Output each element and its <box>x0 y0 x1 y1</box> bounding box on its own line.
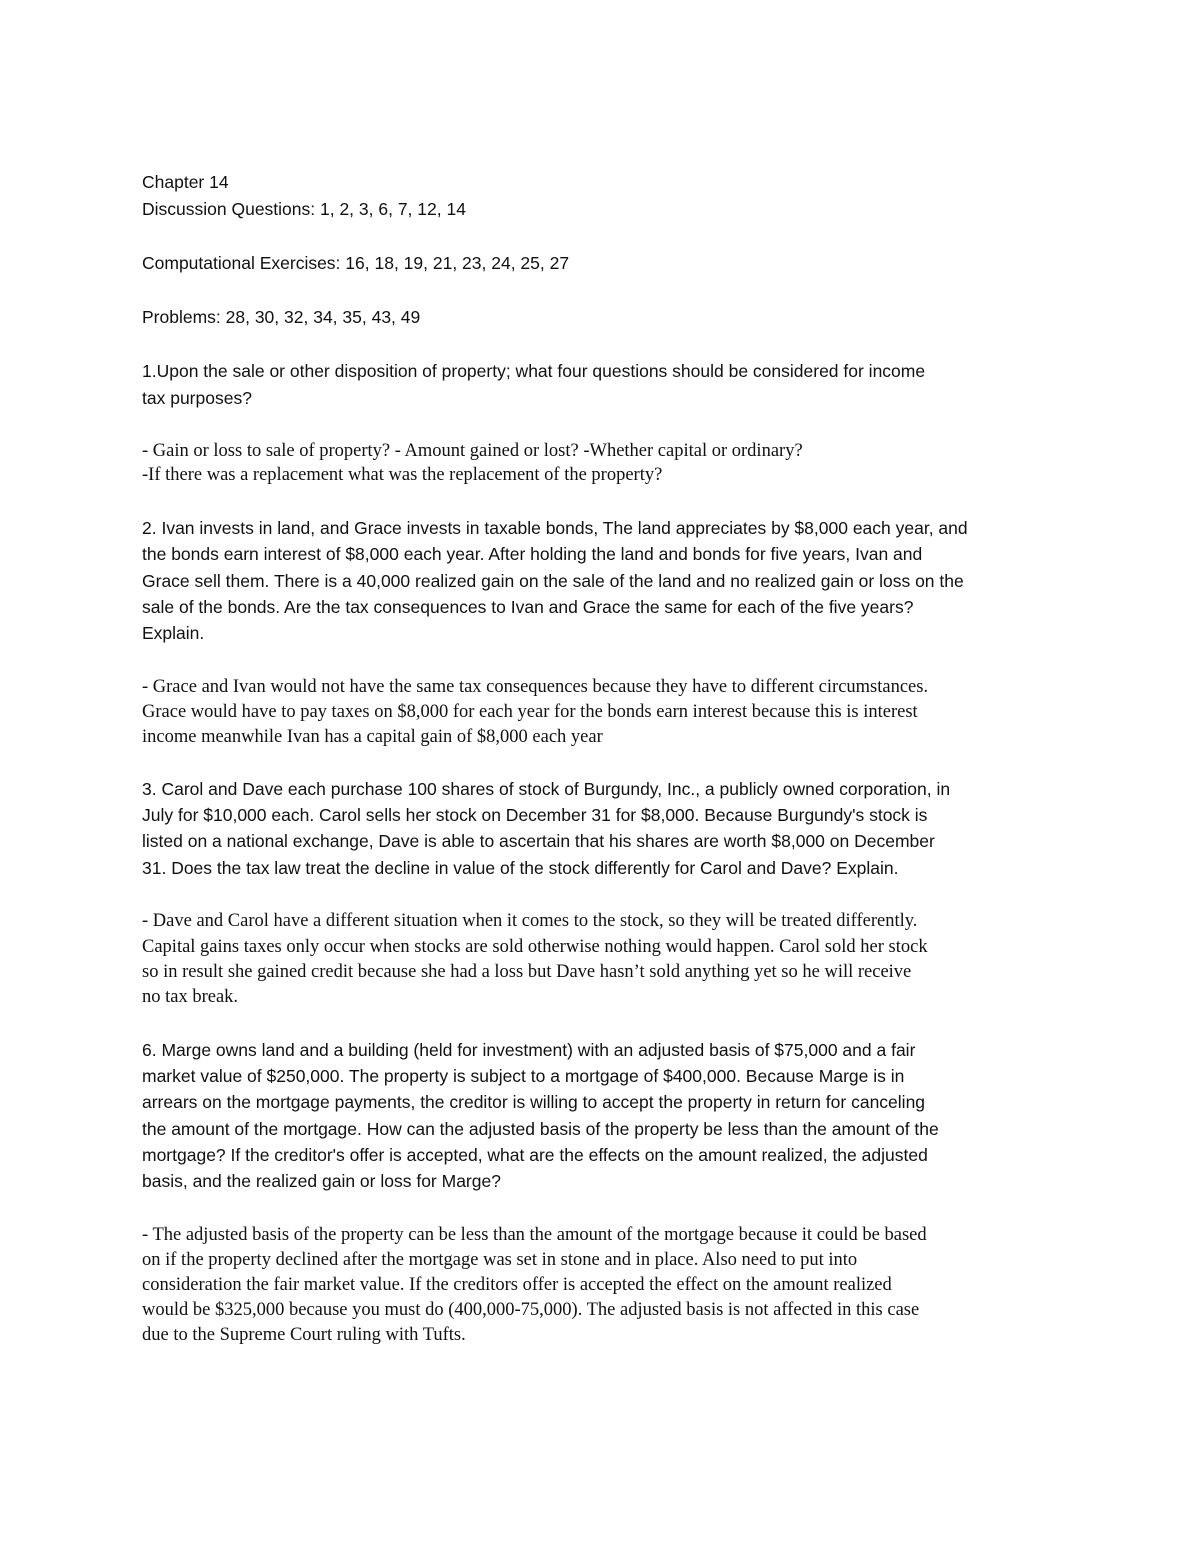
answer-6-line: consideration the fair market value. If the creditors offer is accepted the effect on the amount realized <box>142 1275 892 1295</box>
answer-2-line: income meanwhile Ivan has a capital gain of $8,000 each year <box>142 727 603 747</box>
question-3-line: 3. Carol and Dave each purchase 100 shares of stock of Burgundy, Inc., a publicly owned corporation, in <box>142 779 951 799</box>
answer-2-line: - Grace and Ivan would not have the same tax consequences because they have to different circumstances. <box>142 677 929 697</box>
question-6-line: the amount of the mortgage. How can the adjusted basis of the property be less than the amount of the <box>142 1119 939 1139</box>
question-6-line: arrears on the mortgage payments, the creditor is willing to accept the property in return for canceling <box>142 1092 926 1112</box>
question-6-line: mortgage? If the creditor's offer is accepted, what are the effects on the amount realized, the adjusted <box>142 1145 928 1165</box>
question-1-line: tax purposes? <box>142 388 252 408</box>
answer-3-line: no tax break. <box>142 987 239 1007</box>
answer-6-line: due to the Supreme Court ruling with Tufts. <box>142 1325 466 1345</box>
answer-1-line: - Gain or loss to sale of property? - Amount gained or lost? -Whether capital or ordinary? <box>142 441 803 461</box>
question-2-line: Explain. <box>142 623 205 643</box>
question-2-line: Grace sell them. There is a 40,000 realized gain on the sale of the land and no realized gain or loss on the <box>142 571 964 591</box>
problems-list: Problems: 28, 30, 32, 34, 35, 43, 49 <box>142 307 421 327</box>
question-1-line: 1.Upon the sale or other disposition of property; what four questions should be considered for income <box>142 361 926 381</box>
question-2-line: the bonds earn interest of $8,000 each year. After holding the land and bonds for five years, Ivan and <box>142 544 923 564</box>
question-2-line: 2. Ivan invests in land, and Grace invests in taxable bonds, The land appreciates by $8,000 each year, and <box>142 518 968 538</box>
computational-exercises: Computational Exercises: 16, 18, 19, 21, 23, 24, 25, 27 <box>142 253 570 273</box>
answer-6-line: would be $325,000 because you must do (400,000-75,000). The adjusted basis is not affected in this case <box>142 1300 920 1320</box>
answer-3-line: so in result she gained credit because she had a loss but Dave hasn’t sold anything yet so he will receive <box>142 962 912 982</box>
discussion-questions: Discussion Questions: 1, 2, 3, 6, 7, 12, 14 <box>142 199 466 219</box>
answer-1-line: -If there was a replacement what was the replacement of the property? <box>142 465 663 485</box>
question-6-line: 6. Marge owns land and a building (held for investment) with an adjusted basis of $75,000 and a fair <box>142 1040 916 1060</box>
question-6-line: market value of $250,000. The property is subject to a mortgage of $400,000. Because Marge is in <box>142 1066 905 1086</box>
answer-3-line: - Dave and Carol have a different situation when it comes to the stock, so they will be treated differently. <box>142 911 918 931</box>
answer-6-line: - The adjusted basis of the property can be less than the amount of the mortgage because it could be based <box>142 1225 927 1245</box>
answer-3-line: Capital gains taxes only occur when stocks are sold otherwise nothing would happen. Carol sold her stock <box>142 937 928 957</box>
question-6-line: basis, and the realized gain or loss for Marge? <box>142 1171 501 1191</box>
chapter-title: Chapter 14 <box>142 172 229 192</box>
question-3-line: 31. Does the tax law treat the decline in value of the stock differently for Carol and Dave? Explain. <box>142 858 899 878</box>
question-3-line: listed on a national exchange, Dave is able to ascertain that his shares are worth $8,000 on December <box>142 831 935 851</box>
answer-2-line: Grace would have to pay taxes on $8,000 for each year for the bonds earn interest because this is interest <box>142 702 918 722</box>
answer-6-line: on if the property declined after the mortgage was set in stone and in place. Also need to put into <box>142 1250 858 1270</box>
question-3-line: July for $10,000 each. Carol sells her stock on December 31 for $8,000. Because Burgundy's stock is <box>142 805 928 825</box>
question-2-line: sale of the bonds. Are the tax consequences to Ivan and Grace the same for each of the five years? <box>142 597 914 617</box>
